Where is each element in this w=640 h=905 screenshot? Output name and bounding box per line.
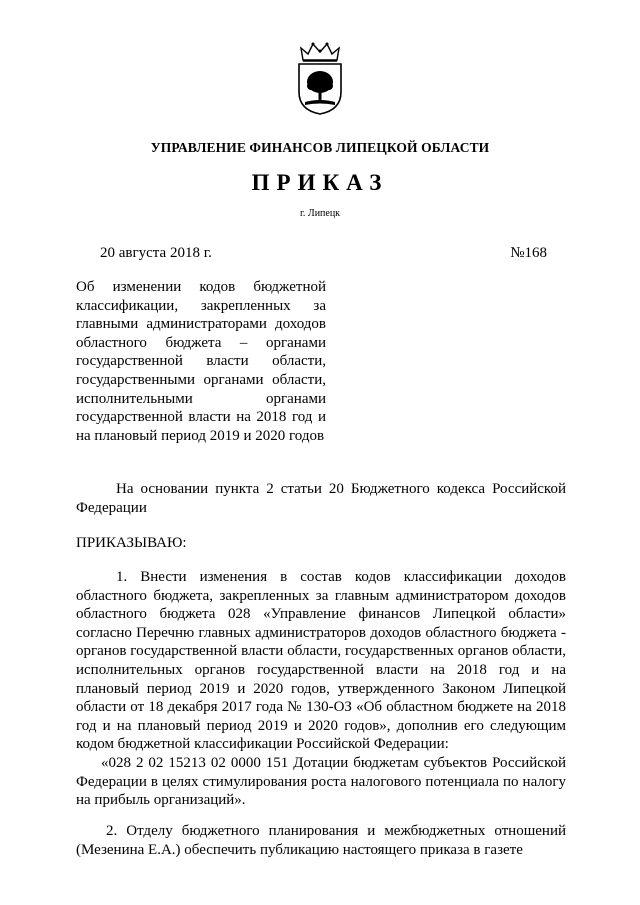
- item-2-paragraph: 2. Отделу бюджетного планирования и межбюджетных отношений (Мезенина Е.А.) обеспечить публикацию настоящего приказа в газете: [76, 823, 566, 858]
- document-type-title: ПРИКАЗ: [251, 170, 389, 195]
- basis-paragraph: На основании пункта 2 статьи 20 Бюджетного кодекса Российской Федерации: [76, 481, 566, 516]
- item-1-paragraph: 1. Внести изменения в состав кодов классификации доходов областного бюджета, закрепленных за главным администратором доходов областного бюджета 028 «Управление финансов Липецкой области» согласно Перечню главных администраторов доходов областного бюджета - органов государственной власти области, государственных органов области, исполнительных органов государственной власти на 2018 год и на плановый период 2019 и 2020 годов, утвержденного Законом Липецкой области от 18 декабря 2017 года № 130-ОЗ «Об областном бюджете на 2018 год и на плановый период 2019 и 2020 годов», дополнив его следующим кодом бюджетной классификации Российской Федерации:: [76, 569, 566, 753]
- document-number: №168: [510, 245, 547, 261]
- coat-of-arms-icon: [293, 40, 347, 116]
- document-subject: Об изменении кодов бюджетной классификации, закрепленных за главными администраторами доходов областного бюджета – органами государственной власти области, государственными органами области, исполнительными органами государственной власти на 2018 год и на плановый период 2019 и 2020 годов: [76, 279, 326, 444]
- city-name: г. Липецк: [299, 208, 341, 219]
- order-word: ПРИКАЗЫВАЮ:: [76, 535, 187, 551]
- item-1-code-paragraph: «028 2 02 15213 02 0000 151 Дотации бюджетам субъектов Российской Федерации в целях стимулирования роста налогового потенциала по налогу на прибыль организаций».: [76, 755, 566, 809]
- organization-name: УПРАВЛЕНИЕ ФИНАНСОВ ЛИПЕЦКОЙ ОБЛАСТИ: [150, 140, 490, 155]
- document-date: 20 августа 2018 г.: [100, 245, 212, 261]
